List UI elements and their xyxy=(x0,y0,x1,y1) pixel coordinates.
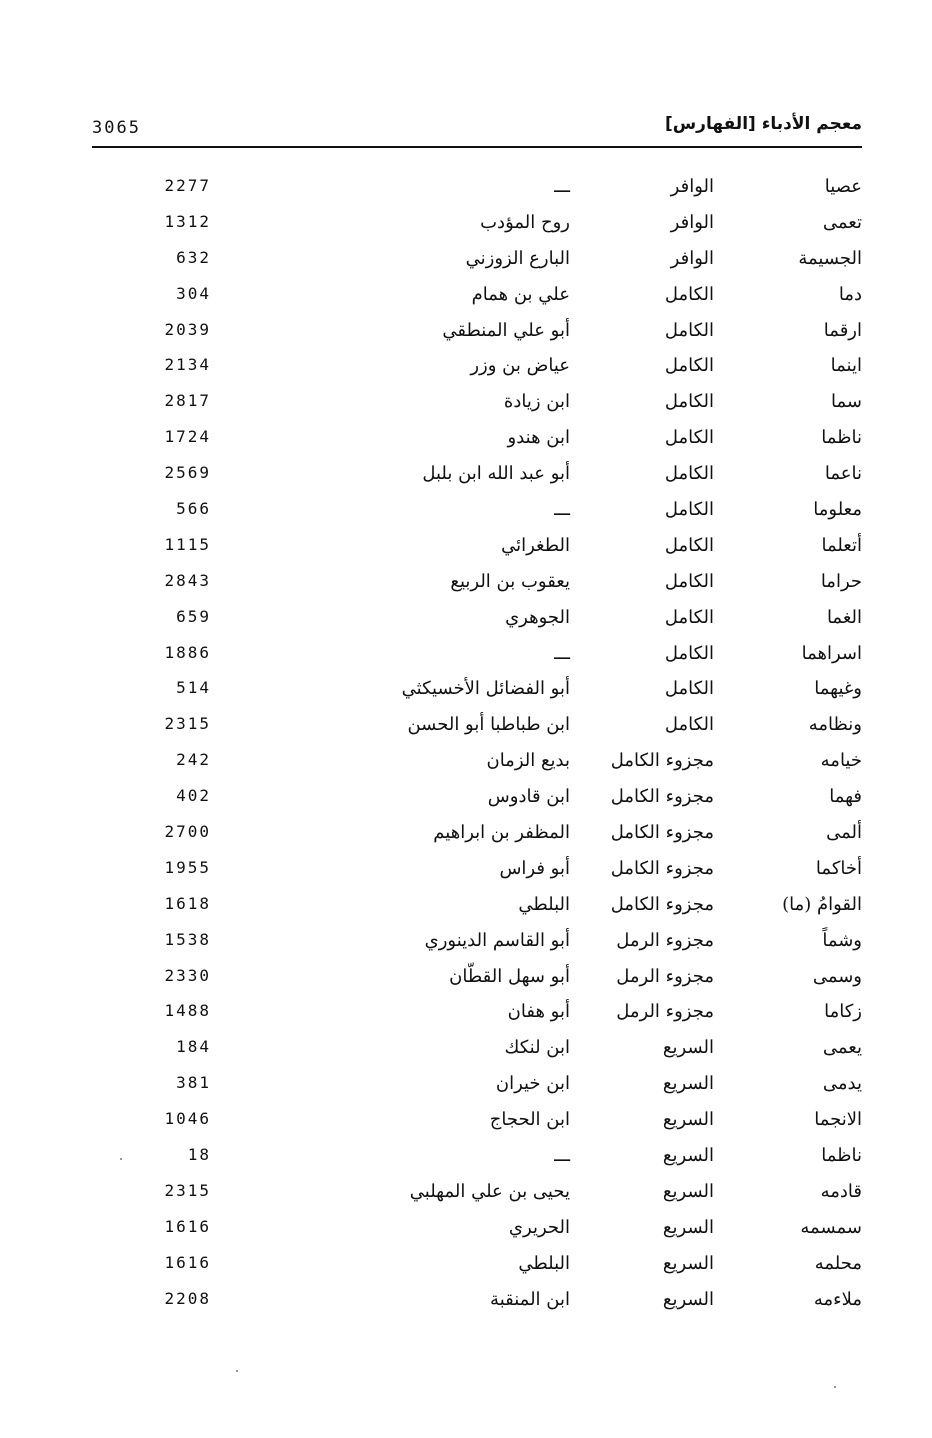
meter-cell: مجزوء الكامل xyxy=(610,857,714,879)
table-row xyxy=(0,1069,932,1105)
poet-cell: ـــ xyxy=(554,1145,570,1167)
meter-cell: الكامل xyxy=(664,570,714,592)
poet-cell: بديع الزمان xyxy=(486,750,570,772)
poet-cell: ابن هندو xyxy=(507,427,570,449)
table-row xyxy=(0,1033,932,1069)
page-ref-cell: 2315 xyxy=(164,714,211,734)
meter-cell: الكامل xyxy=(664,534,714,556)
table-row xyxy=(0,208,932,244)
rhyme-cell: اينما xyxy=(830,355,862,377)
meter-cell: الكامل xyxy=(664,391,714,413)
rhyme-cell: يدمى xyxy=(822,1073,862,1095)
table-row xyxy=(0,1213,932,1249)
rhyme-cell: اسراهما xyxy=(801,642,862,664)
rhyme-cell: فهما xyxy=(829,786,862,808)
rhyme-cell: ملاءمه xyxy=(813,1288,862,1310)
table-row xyxy=(0,674,932,710)
meter-cell: السريع xyxy=(662,1252,714,1274)
rhyme-cell: معلوما xyxy=(813,499,862,521)
meter-cell: الكامل xyxy=(664,427,714,449)
rhyme-cell: الغما xyxy=(826,606,862,628)
page-ref-cell: 2569 xyxy=(164,463,211,483)
page-ref-cell: 632 xyxy=(176,247,211,267)
running-title: معجم الأدباء [الفهارس] xyxy=(664,114,862,134)
poet-cell: الجوهري xyxy=(505,606,570,628)
page-ref-cell: 402 xyxy=(176,786,211,806)
page-ref-cell: 1955 xyxy=(164,857,211,877)
rhyme-cell: ونظامه xyxy=(808,714,862,736)
rhyme-cell: الجسيمة xyxy=(798,247,862,269)
poet-cell: أبو القاسم الدينوري xyxy=(424,929,570,951)
meter-cell: الكامل xyxy=(664,499,714,521)
page-ref-cell: 2817 xyxy=(164,391,211,411)
meter-cell: مجزوء الرمل xyxy=(616,965,714,987)
table-row xyxy=(0,495,932,531)
page-ref-cell: 566 xyxy=(176,499,211,519)
table-row xyxy=(0,459,932,495)
table-row xyxy=(0,172,932,208)
poet-cell: المظفر بن ابراهيم xyxy=(433,822,570,844)
poet-cell: ابن قادوس xyxy=(487,786,570,808)
table-row xyxy=(0,926,932,962)
meter-cell: الكامل xyxy=(664,642,714,664)
rhyme-cell: حراما xyxy=(820,570,862,592)
table-row xyxy=(0,1249,932,1285)
meter-cell: الكامل xyxy=(664,678,714,700)
page-ref-cell: 1886 xyxy=(164,642,211,662)
meter-cell: مجزوء الكامل xyxy=(610,822,714,844)
meter-cell: الكامل xyxy=(664,283,714,305)
meter-cell: الكامل xyxy=(664,319,714,341)
poet-cell: أبو هفان xyxy=(507,1001,570,1023)
page-ref-cell: 1616 xyxy=(164,1252,211,1272)
table-row xyxy=(0,244,932,280)
table-row xyxy=(0,710,932,746)
table-row xyxy=(0,280,932,316)
page-ref-cell: 1488 xyxy=(164,1001,211,1021)
header-rule xyxy=(92,146,862,148)
poet-cell: ابن المنقبة xyxy=(490,1288,570,1310)
poet-cell: أبو الفضائل الأخسيكثي xyxy=(401,678,570,700)
page-ref-cell: 2700 xyxy=(164,822,211,842)
rhyme-cell: محلمه xyxy=(814,1252,862,1274)
page-ref-cell: 2134 xyxy=(164,355,211,375)
page-ref-cell: 1538 xyxy=(164,929,211,949)
poet-cell: ـــ xyxy=(554,642,570,664)
page-ref-cell: 1618 xyxy=(164,893,211,913)
poet-cell: البلطي xyxy=(518,893,570,915)
poet-cell: البلطي xyxy=(518,1252,570,1274)
page-ref-cell: 514 xyxy=(176,678,211,698)
table-row xyxy=(0,1285,932,1321)
meter-cell: السريع xyxy=(662,1216,714,1238)
page-ref-cell: 1115 xyxy=(164,534,211,554)
rhyme-cell: يعمى xyxy=(822,1037,862,1059)
table-row xyxy=(0,351,932,387)
meter-cell: السريع xyxy=(662,1109,714,1131)
meter-cell: السريع xyxy=(662,1145,714,1167)
rhyme-cell: القوامُ (ما) xyxy=(782,893,862,915)
poet-cell: أبو سهل القطّان xyxy=(449,965,570,987)
rhyme-cell: خيامه xyxy=(820,750,862,772)
page-ref-cell: 2277 xyxy=(164,176,211,195)
meter-cell: الكامل xyxy=(664,355,714,377)
poet-cell: ابن لنكك xyxy=(504,1037,570,1059)
table-row xyxy=(0,1177,932,1213)
meter-cell: مجزوء الكامل xyxy=(610,893,714,915)
poet-cell: الطغرائي xyxy=(501,534,570,556)
page-ref-cell: 659 xyxy=(176,606,211,626)
meter-cell: السريع xyxy=(662,1073,714,1095)
table-row xyxy=(0,782,932,818)
page-ref-cell: 2843 xyxy=(164,570,211,590)
rhyme-cell: عصيا xyxy=(824,176,862,197)
poet-cell: ـــ xyxy=(554,176,570,197)
meter-cell: الوافر xyxy=(670,211,714,233)
poet-cell: ابن زيادة xyxy=(503,391,570,413)
table-row xyxy=(0,818,932,854)
rhyme-cell: ناعما xyxy=(824,463,862,485)
page-header xyxy=(92,114,862,148)
poet-cell: ابن الحجاج xyxy=(489,1109,570,1131)
poet-cell: ابن طباطبا أبو الحسن xyxy=(407,714,570,736)
page-number: 3065 xyxy=(92,118,141,138)
rhyme-cell: زكاما xyxy=(824,1001,862,1023)
poet-cell: البارع الزوزني xyxy=(465,247,570,269)
rhyme-cell: أخاكما xyxy=(815,857,862,879)
meter-cell: الكامل xyxy=(664,606,714,628)
page-ref-cell: 1724 xyxy=(164,427,211,447)
meter-cell: السريع xyxy=(662,1180,714,1202)
rhyme-cell: وسمى xyxy=(812,965,862,987)
scan-speck xyxy=(236,1370,238,1372)
poet-cell: يعقوب بن الربيع xyxy=(450,570,570,592)
verse-index-table xyxy=(0,172,932,1321)
page-ref-cell: 381 xyxy=(176,1073,211,1093)
rhyme-cell: وشماً xyxy=(822,929,862,951)
rhyme-cell: وغيهما xyxy=(814,678,862,700)
meter-cell: مجزوء الرمل xyxy=(616,1001,714,1023)
scan-speck xyxy=(120,1158,122,1160)
meter-cell: الوافر xyxy=(670,176,714,197)
table-row xyxy=(0,1105,932,1141)
rhyme-cell: قادمه xyxy=(820,1180,862,1202)
table-row xyxy=(0,1141,932,1177)
page-ref-cell: 1616 xyxy=(164,1216,211,1236)
poet-cell: روح المؤدب xyxy=(480,211,570,233)
rhyme-cell: الانجما xyxy=(814,1109,862,1131)
rhyme-cell: ناظما xyxy=(821,1145,862,1167)
table-row xyxy=(0,962,932,998)
meter-cell: الكامل xyxy=(664,714,714,736)
table-row xyxy=(0,423,932,459)
rhyme-cell: ارقما xyxy=(823,319,862,341)
poet-cell: ـــ xyxy=(554,499,570,521)
rhyme-cell: سما xyxy=(831,391,862,413)
rhyme-cell: ناظما xyxy=(821,427,862,449)
table-row xyxy=(0,567,932,603)
page-ref-cell: 18 xyxy=(187,1145,211,1165)
meter-cell: مجزوء الكامل xyxy=(610,786,714,808)
poet-cell: الحريري xyxy=(508,1216,570,1238)
table-row xyxy=(0,639,932,675)
poet-cell: أبو علي المنطقي xyxy=(442,319,570,341)
rhyme-cell: أتعلما xyxy=(821,534,862,556)
page-ref-cell: 2208 xyxy=(164,1288,211,1308)
page-ref-cell: 242 xyxy=(176,750,211,770)
page-ref-cell: 1312 xyxy=(164,211,211,231)
page-ref-cell: 184 xyxy=(176,1037,211,1057)
page-ref-cell: 1046 xyxy=(164,1109,211,1129)
rhyme-cell: دما xyxy=(838,283,862,305)
table-row xyxy=(0,387,932,423)
meter-cell: الوافر xyxy=(670,247,714,269)
table-row xyxy=(0,603,932,639)
rhyme-cell: تعمى xyxy=(822,211,862,233)
table-row xyxy=(0,890,932,926)
meter-cell: السريع xyxy=(662,1037,714,1059)
table-row xyxy=(0,316,932,352)
table-row xyxy=(0,746,932,782)
poet-cell: عياض بن وزر xyxy=(470,355,570,377)
page-ref-cell: 2315 xyxy=(164,1180,211,1200)
poet-cell: ابن خيران xyxy=(495,1073,570,1095)
table-row xyxy=(0,997,932,1033)
meter-cell: السريع xyxy=(662,1288,714,1310)
rhyme-cell: ألمى xyxy=(826,822,862,844)
rhyme-cell: سمسمه xyxy=(800,1216,862,1238)
page-ref-cell: 2330 xyxy=(164,965,211,985)
page-ref-cell: 304 xyxy=(176,283,211,303)
table-row xyxy=(0,854,932,890)
scan-speck xyxy=(834,1386,836,1388)
meter-cell: الكامل xyxy=(664,463,714,485)
poet-cell: أبو عبد الله ابن بلبل xyxy=(422,463,570,485)
poet-cell: علي بن همام xyxy=(471,283,570,305)
meter-cell: مجزوء الكامل xyxy=(610,750,714,772)
page-ref-cell: 2039 xyxy=(164,319,211,339)
poet-cell: أبو فراس xyxy=(499,857,570,879)
poet-cell: يحيى بن علي المهلبي xyxy=(409,1180,570,1202)
table-row xyxy=(0,531,932,567)
meter-cell: مجزوء الرمل xyxy=(616,929,714,951)
